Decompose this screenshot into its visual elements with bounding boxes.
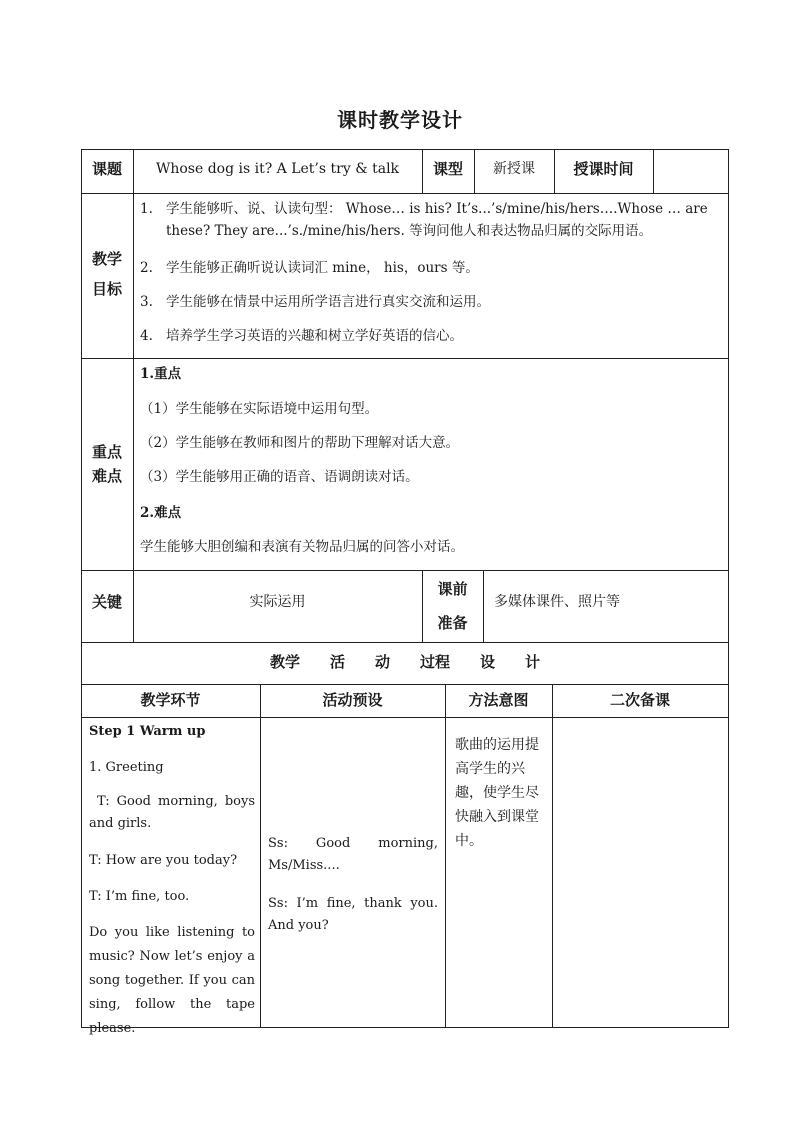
topic-label: 课题 bbox=[91, 160, 122, 178]
difficulty-heading: 2.难点 bbox=[140, 505, 182, 521]
objective-item: 2. 学生能够正确听说认读词汇 mine， his，ours 等。 bbox=[140, 260, 479, 276]
objectives-label: 教学 目标 bbox=[91, 250, 122, 298]
step-line: T: Good morning, boys and girls. bbox=[89, 794, 255, 831]
activity-line: Ss: Good morning, Ms/Miss.... bbox=[268, 836, 438, 873]
page-title: 课时教学设计 bbox=[337, 108, 463, 132]
column-header: 教学环节 bbox=[140, 691, 201, 709]
difficulty-text: 学生能够大胆创编和表演有关物品归属的问答小对话。 bbox=[140, 539, 464, 555]
step-line: 1. Greeting bbox=[89, 760, 164, 775]
activity-line: Ss: I’m fine, thank you. And you? bbox=[268, 896, 438, 933]
objective-item: 1. 学生能够听、说、认读句型： Whose… is his? It’s...’s/mine/his/hers….Whose … are these? They are...’s./mine/his/hers. 等询问他人和表达物品归属的交际用语。 bbox=[140, 201, 708, 239]
step-line: T: How are you today? bbox=[89, 853, 238, 868]
keypoint-item: （1）学生能够在实际语境中运用句型。 bbox=[140, 401, 379, 417]
prep-label: 课前 准备 bbox=[437, 580, 468, 632]
process-header: 教学 活 动 过程 设 计 bbox=[269, 653, 540, 671]
type-label: 课型 bbox=[432, 160, 463, 178]
time-label: 授课时间 bbox=[573, 160, 634, 178]
step-line: T: I’m fine, too. bbox=[89, 889, 190, 904]
column-header: 活动预设 bbox=[322, 691, 383, 709]
keypoint-item: （3）学生能够用正确的语音、语调朗读对话。 bbox=[140, 469, 419, 485]
intent-text: 歌曲的运用提高学生的兴趣，使学生尽快融入到课堂中。 bbox=[455, 737, 539, 849]
column-header: 二次备课 bbox=[609, 691, 670, 709]
type-value: 新授课 bbox=[493, 161, 535, 177]
step-line: Do you like listening to music? Now let’s enjoy a song together. If you can sing, follow the tape please. bbox=[89, 925, 255, 1036]
key-label: 关键 bbox=[91, 593, 122, 611]
keypoints-heading: 1.重点 bbox=[140, 366, 182, 382]
key-value: 实际运用 bbox=[249, 594, 306, 610]
keypoint-item: （2）学生能够在教师和图片的帮助下理解对话大意。 bbox=[140, 435, 460, 451]
column-header: 方法意图 bbox=[468, 691, 529, 709]
topic-value: Whose dog is it? A Let’s try & talk bbox=[155, 161, 400, 177]
objective-item: 4. 培养学生学习英语的兴趣和树立学好英语的信心。 bbox=[140, 328, 463, 344]
step-heading: Step 1 Warm up bbox=[89, 724, 206, 739]
objective-item: 3. 学生能够在情景中运用所学语言进行真实交流和运用。 bbox=[140, 294, 490, 310]
keypoints-label: 重点 难点 bbox=[91, 443, 122, 485]
prep-value: 多媒体课件、照片等 bbox=[494, 594, 620, 610]
